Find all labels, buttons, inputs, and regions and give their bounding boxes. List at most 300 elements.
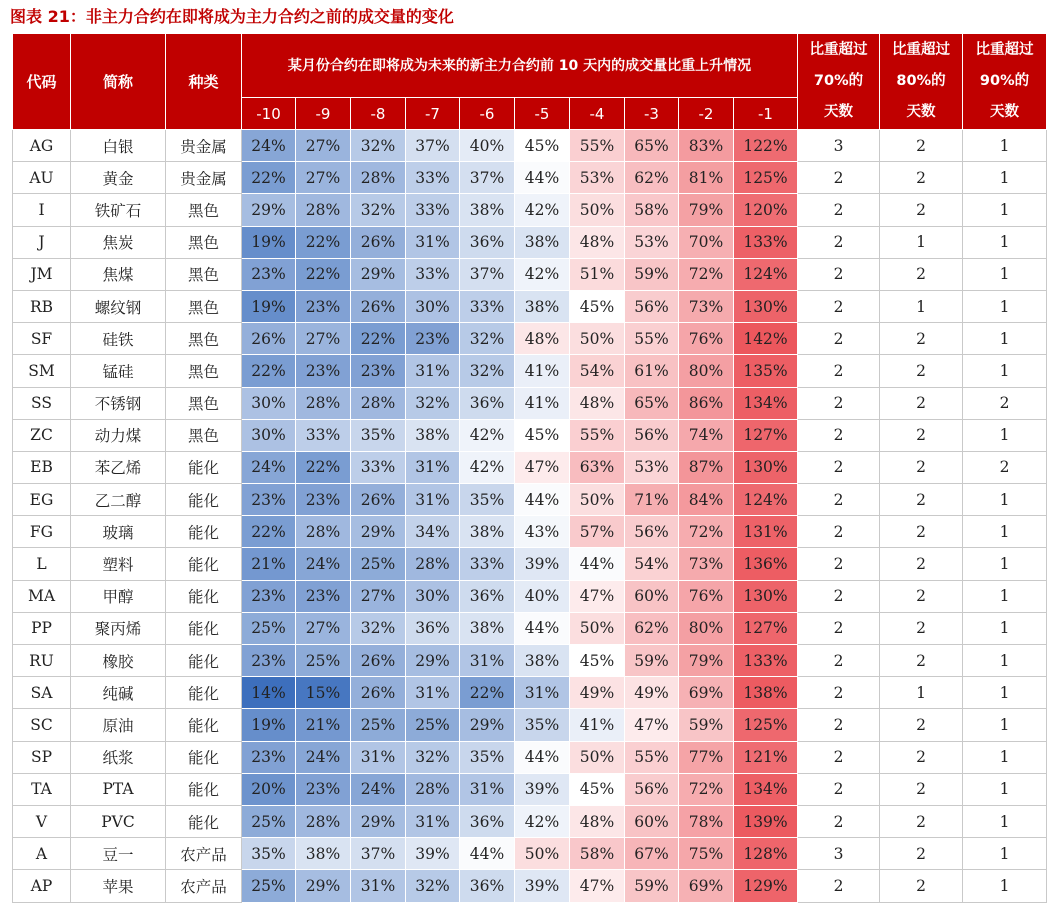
- cell-ratio: 26%: [351, 484, 406, 516]
- cell-category: 能化: [166, 741, 242, 773]
- cell-ratio: 23%: [242, 645, 296, 677]
- cell-ratio: 32%: [351, 194, 406, 226]
- cell-ratio: 62%: [625, 612, 679, 644]
- cell-ratio: 54%: [570, 355, 625, 387]
- cell-ratio: 33%: [351, 451, 406, 483]
- cell-ratio: 28%: [351, 162, 406, 194]
- cell-ratio: 23%: [242, 258, 296, 290]
- cell-ratio: 34%: [406, 516, 460, 548]
- cell-ratio: 27%: [296, 612, 351, 644]
- cell-over90: 1: [963, 419, 1047, 451]
- cell-ratio: 56%: [625, 516, 679, 548]
- table-row: [13, 130, 1047, 162]
- header-category: 种类: [166, 34, 242, 130]
- cell-ratio: 71%: [625, 484, 679, 516]
- header-over90: 比重超过 90%的天数: [963, 34, 1047, 130]
- cell-ratio: 128%: [734, 838, 798, 870]
- header-day: -8: [351, 98, 406, 130]
- cell-ratio: 75%: [679, 838, 734, 870]
- cell-over80: 2: [880, 387, 963, 419]
- cell-ratio: 30%: [406, 290, 460, 322]
- cell-category: 能化: [166, 612, 242, 644]
- cell-over70: 2: [798, 870, 880, 902]
- cell-ratio: 44%: [515, 484, 570, 516]
- cell-over70: 2: [798, 773, 880, 805]
- cell-ratio: 23%: [296, 355, 351, 387]
- cell-over80: 2: [880, 194, 963, 226]
- cell-ratio: 38%: [460, 612, 515, 644]
- cell-code: AG: [13, 130, 71, 162]
- header-day: -1: [734, 98, 798, 130]
- cell-category: 黑色: [166, 258, 242, 290]
- cell-ratio: 27%: [296, 130, 351, 162]
- cell-ratio: 55%: [625, 323, 679, 355]
- cell-code: JM: [13, 258, 71, 290]
- cell-ratio: 20%: [242, 773, 296, 805]
- cell-code: V: [13, 805, 71, 837]
- cell-ratio: 32%: [406, 387, 460, 419]
- header-day: -2: [679, 98, 734, 130]
- cell-ratio: 31%: [351, 870, 406, 902]
- cell-ratio: 133%: [734, 645, 798, 677]
- cell-ratio: 42%: [460, 451, 515, 483]
- cell-ratio: 50%: [570, 323, 625, 355]
- cell-code: SF: [13, 323, 71, 355]
- cell-ratio: 44%: [460, 838, 515, 870]
- cell-over80: 2: [880, 419, 963, 451]
- volume-ratio-table: [12, 33, 1047, 903]
- cell-ratio: 36%: [460, 387, 515, 419]
- cell-ratio: 50%: [570, 612, 625, 644]
- cell-ratio: 51%: [570, 258, 625, 290]
- cell-ratio: 44%: [515, 162, 570, 194]
- cell-ratio: 22%: [296, 258, 351, 290]
- cell-ratio: 35%: [515, 709, 570, 741]
- cell-category: 能化: [166, 677, 242, 709]
- cell-name: 苹果: [71, 870, 166, 902]
- cell-ratio: 28%: [406, 773, 460, 805]
- cell-ratio: 86%: [679, 387, 734, 419]
- cell-ratio: 134%: [734, 387, 798, 419]
- cell-over70: 2: [798, 451, 880, 483]
- cell-code: SM: [13, 355, 71, 387]
- cell-ratio: 44%: [515, 612, 570, 644]
- cell-over80: 2: [880, 484, 963, 516]
- cell-name: 塑料: [71, 548, 166, 580]
- header-day: -9: [296, 98, 351, 130]
- cell-over90: 1: [963, 741, 1047, 773]
- cell-over80: 2: [880, 162, 963, 194]
- cell-over90: 1: [963, 548, 1047, 580]
- cell-ratio: 36%: [460, 805, 515, 837]
- cell-over70: 2: [798, 162, 880, 194]
- cell-ratio: 23%: [296, 580, 351, 612]
- header-code: 代码: [13, 34, 71, 130]
- table-row: [13, 258, 1047, 290]
- cell-ratio: 31%: [406, 484, 460, 516]
- cell-over90: 1: [963, 838, 1047, 870]
- cell-ratio: 59%: [679, 709, 734, 741]
- cell-ratio: 45%: [570, 773, 625, 805]
- cell-ratio: 22%: [242, 355, 296, 387]
- cell-over80: 1: [880, 226, 963, 258]
- cell-over80: 2: [880, 580, 963, 612]
- table-body: [13, 130, 1047, 903]
- cell-ratio: 26%: [351, 226, 406, 258]
- cell-ratio: 53%: [625, 451, 679, 483]
- cell-over70: 3: [798, 838, 880, 870]
- cell-ratio: 26%: [351, 290, 406, 322]
- cell-ratio: 73%: [679, 290, 734, 322]
- cell-ratio: 130%: [734, 451, 798, 483]
- cell-ratio: 36%: [460, 226, 515, 258]
- cell-ratio: 31%: [406, 805, 460, 837]
- cell-ratio: 23%: [242, 741, 296, 773]
- cell-ratio: 65%: [625, 130, 679, 162]
- cell-ratio: 56%: [625, 290, 679, 322]
- cell-category: 黑色: [166, 226, 242, 258]
- cell-ratio: 27%: [296, 323, 351, 355]
- header-name: 简称: [71, 34, 166, 130]
- cell-over90: 1: [963, 162, 1047, 194]
- cell-ratio: 22%: [242, 162, 296, 194]
- cell-category: 能化: [166, 484, 242, 516]
- cell-ratio: 33%: [460, 290, 515, 322]
- cell-over90: 1: [963, 612, 1047, 644]
- cell-ratio: 22%: [460, 677, 515, 709]
- cell-ratio: 32%: [351, 612, 406, 644]
- cell-code: MA: [13, 580, 71, 612]
- table-row: [13, 226, 1047, 258]
- cell-ratio: 25%: [242, 805, 296, 837]
- cell-ratio: 73%: [679, 548, 734, 580]
- cell-ratio: 61%: [625, 355, 679, 387]
- cell-ratio: 28%: [296, 387, 351, 419]
- cell-ratio: 59%: [625, 258, 679, 290]
- cell-ratio: 38%: [460, 194, 515, 226]
- cell-ratio: 45%: [570, 645, 625, 677]
- cell-over70: 3: [798, 130, 880, 162]
- cell-ratio: 22%: [242, 516, 296, 548]
- cell-ratio: 47%: [625, 709, 679, 741]
- header-over80: 比重超过 80%的天数: [880, 34, 963, 130]
- cell-over70: 2: [798, 258, 880, 290]
- cell-ratio: 133%: [734, 226, 798, 258]
- cell-ratio: 23%: [296, 773, 351, 805]
- cell-ratio: 23%: [242, 484, 296, 516]
- cell-ratio: 67%: [625, 838, 679, 870]
- cell-name: 橡胶: [71, 645, 166, 677]
- cell-ratio: 131%: [734, 516, 798, 548]
- header-over70: 比重超过 70%的天数: [798, 34, 880, 130]
- cell-name: PVC: [71, 805, 166, 837]
- cell-ratio: 23%: [242, 580, 296, 612]
- cell-code: SS: [13, 387, 71, 419]
- cell-ratio: 22%: [296, 226, 351, 258]
- cell-over80: 2: [880, 709, 963, 741]
- cell-over80: 2: [880, 612, 963, 644]
- cell-ratio: 31%: [515, 677, 570, 709]
- cell-ratio: 42%: [515, 194, 570, 226]
- cell-over90: 1: [963, 870, 1047, 902]
- cell-over70: 2: [798, 548, 880, 580]
- cell-over80: 1: [880, 290, 963, 322]
- cell-ratio: 38%: [515, 226, 570, 258]
- cell-name: 动力煤: [71, 419, 166, 451]
- cell-ratio: 28%: [351, 387, 406, 419]
- cell-over70: 2: [798, 355, 880, 387]
- cell-ratio: 40%: [460, 130, 515, 162]
- cell-ratio: 53%: [625, 226, 679, 258]
- cell-category: 能化: [166, 773, 242, 805]
- cell-ratio: 41%: [515, 355, 570, 387]
- cell-ratio: 39%: [406, 838, 460, 870]
- cell-name: 锰硅: [71, 355, 166, 387]
- cell-over80: 2: [880, 516, 963, 548]
- cell-ratio: 23%: [296, 484, 351, 516]
- cell-ratio: 27%: [351, 580, 406, 612]
- cell-ratio: 30%: [242, 419, 296, 451]
- cell-ratio: 142%: [734, 323, 798, 355]
- cell-over70: 2: [798, 677, 880, 709]
- cell-ratio: 55%: [570, 130, 625, 162]
- cell-ratio: 32%: [406, 870, 460, 902]
- cell-over90: 1: [963, 709, 1047, 741]
- cell-ratio: 21%: [296, 709, 351, 741]
- header-day: -10: [242, 98, 296, 130]
- cell-ratio: 55%: [570, 419, 625, 451]
- cell-ratio: 19%: [242, 226, 296, 258]
- cell-ratio: 42%: [515, 258, 570, 290]
- cell-code: EG: [13, 484, 71, 516]
- cell-ratio: 60%: [625, 580, 679, 612]
- cell-category: 能化: [166, 516, 242, 548]
- cell-ratio: 24%: [296, 741, 351, 773]
- cell-ratio: 48%: [570, 805, 625, 837]
- cell-over80: 2: [880, 838, 963, 870]
- cell-ratio: 36%: [460, 580, 515, 612]
- cell-ratio: 33%: [406, 258, 460, 290]
- cell-ratio: 37%: [460, 162, 515, 194]
- cell-ratio: 80%: [679, 612, 734, 644]
- cell-category: 贵金属: [166, 162, 242, 194]
- table-row: [13, 773, 1047, 805]
- cell-ratio: 38%: [515, 290, 570, 322]
- cell-code: TA: [13, 773, 71, 805]
- header-day: -3: [625, 98, 679, 130]
- cell-over70: 2: [798, 484, 880, 516]
- cell-over70: 2: [798, 612, 880, 644]
- cell-over90: 1: [963, 580, 1047, 612]
- cell-category: 贵金属: [166, 130, 242, 162]
- cell-ratio: 45%: [515, 419, 570, 451]
- cell-ratio: 45%: [515, 130, 570, 162]
- cell-over90: 1: [963, 484, 1047, 516]
- cell-code: AP: [13, 870, 71, 902]
- cell-ratio: 36%: [460, 870, 515, 902]
- cell-ratio: 21%: [242, 548, 296, 580]
- header-day: -7: [406, 98, 460, 130]
- table-row: [13, 677, 1047, 709]
- table-row: [13, 419, 1047, 451]
- cell-ratio: 72%: [679, 258, 734, 290]
- table-row: [13, 516, 1047, 548]
- cell-ratio: 134%: [734, 773, 798, 805]
- table-row: [13, 612, 1047, 644]
- cell-ratio: 26%: [351, 677, 406, 709]
- cell-ratio: 58%: [625, 194, 679, 226]
- cell-ratio: 33%: [460, 548, 515, 580]
- cell-over80: 2: [880, 355, 963, 387]
- cell-category: 能化: [166, 645, 242, 677]
- cell-ratio: 23%: [406, 323, 460, 355]
- cell-over90: 1: [963, 645, 1047, 677]
- cell-ratio: 58%: [570, 838, 625, 870]
- cell-ratio: 32%: [460, 323, 515, 355]
- cell-category: 黑色: [166, 323, 242, 355]
- cell-code: J: [13, 226, 71, 258]
- cell-ratio: 29%: [460, 709, 515, 741]
- table-row: [13, 387, 1047, 419]
- cell-ratio: 23%: [351, 355, 406, 387]
- cell-ratio: 130%: [734, 290, 798, 322]
- cell-ratio: 124%: [734, 258, 798, 290]
- cell-ratio: 135%: [734, 355, 798, 387]
- cell-ratio: 39%: [515, 870, 570, 902]
- cell-ratio: 76%: [679, 323, 734, 355]
- cell-ratio: 15%: [296, 677, 351, 709]
- cell-over70: 2: [798, 419, 880, 451]
- cell-over70: 2: [798, 805, 880, 837]
- cell-ratio: 38%: [296, 838, 351, 870]
- cell-ratio: 30%: [406, 580, 460, 612]
- cell-ratio: 45%: [570, 290, 625, 322]
- table-row: [13, 805, 1047, 837]
- cell-over90: 1: [963, 805, 1047, 837]
- header-ratio-group: 某月份合约在即将成为未来的新主力合约前 10 天内的成交量比重上升情况: [242, 34, 798, 98]
- table-row: [13, 290, 1047, 322]
- cell-ratio: 136%: [734, 548, 798, 580]
- cell-ratio: 44%: [570, 548, 625, 580]
- cell-ratio: 47%: [570, 870, 625, 902]
- cell-over90: 1: [963, 677, 1047, 709]
- cell-ratio: 26%: [351, 645, 406, 677]
- cell-ratio: 26%: [242, 323, 296, 355]
- table-row: [13, 451, 1047, 483]
- cell-name: 苯乙烯: [71, 451, 166, 483]
- cell-over90: 1: [963, 130, 1047, 162]
- cell-ratio: 80%: [679, 355, 734, 387]
- cell-ratio: 56%: [625, 773, 679, 805]
- cell-ratio: 127%: [734, 612, 798, 644]
- cell-ratio: 30%: [242, 387, 296, 419]
- cell-ratio: 33%: [296, 419, 351, 451]
- cell-ratio: 28%: [296, 194, 351, 226]
- cell-ratio: 59%: [625, 870, 679, 902]
- cell-ratio: 25%: [242, 870, 296, 902]
- cell-ratio: 27%: [296, 162, 351, 194]
- header-day: -4: [570, 98, 625, 130]
- cell-over80: 2: [880, 258, 963, 290]
- cell-over90: 1: [963, 355, 1047, 387]
- table-row: [13, 645, 1047, 677]
- cell-code: FG: [13, 516, 71, 548]
- cell-ratio: 79%: [679, 194, 734, 226]
- cell-category: 能化: [166, 709, 242, 741]
- cell-over80: 2: [880, 870, 963, 902]
- cell-ratio: 84%: [679, 484, 734, 516]
- cell-ratio: 32%: [406, 741, 460, 773]
- cell-ratio: 65%: [625, 387, 679, 419]
- cell-over70: 2: [798, 709, 880, 741]
- cell-ratio: 42%: [515, 805, 570, 837]
- cell-ratio: 127%: [734, 419, 798, 451]
- cell-ratio: 25%: [296, 645, 351, 677]
- cell-ratio: 129%: [734, 870, 798, 902]
- cell-over90: 1: [963, 258, 1047, 290]
- cell-code: L: [13, 548, 71, 580]
- table-row: [13, 484, 1047, 516]
- cell-ratio: 79%: [679, 645, 734, 677]
- cell-ratio: 44%: [515, 741, 570, 773]
- cell-ratio: 70%: [679, 226, 734, 258]
- cell-ratio: 48%: [570, 387, 625, 419]
- cell-ratio: 38%: [515, 645, 570, 677]
- cell-code: EB: [13, 451, 71, 483]
- cell-category: 农产品: [166, 870, 242, 902]
- cell-ratio: 47%: [570, 580, 625, 612]
- cell-ratio: 50%: [515, 838, 570, 870]
- cell-ratio: 25%: [406, 709, 460, 741]
- cell-ratio: 14%: [242, 677, 296, 709]
- cell-ratio: 76%: [679, 580, 734, 612]
- table-row: [13, 580, 1047, 612]
- cell-over90: 1: [963, 773, 1047, 805]
- cell-ratio: 69%: [679, 870, 734, 902]
- cell-ratio: 35%: [351, 419, 406, 451]
- cell-code: SP: [13, 741, 71, 773]
- cell-over80: 1: [880, 677, 963, 709]
- cell-category: 黑色: [166, 387, 242, 419]
- table-row: [13, 323, 1047, 355]
- cell-ratio: 125%: [734, 162, 798, 194]
- cell-ratio: 39%: [515, 548, 570, 580]
- cell-ratio: 50%: [570, 484, 625, 516]
- cell-name: 豆一: [71, 838, 166, 870]
- header-day: -6: [460, 98, 515, 130]
- cell-ratio: 35%: [460, 484, 515, 516]
- cell-name: 铁矿石: [71, 194, 166, 226]
- cell-ratio: 37%: [460, 258, 515, 290]
- table-row: [13, 870, 1047, 902]
- cell-ratio: 38%: [406, 419, 460, 451]
- cell-ratio: 29%: [242, 194, 296, 226]
- cell-ratio: 48%: [515, 323, 570, 355]
- cell-over70: 2: [798, 645, 880, 677]
- cell-over90: 2: [963, 387, 1047, 419]
- cell-over90: 1: [963, 226, 1047, 258]
- cell-ratio: 37%: [351, 838, 406, 870]
- cell-ratio: 48%: [570, 226, 625, 258]
- cell-over80: 2: [880, 548, 963, 580]
- cell-ratio: 78%: [679, 805, 734, 837]
- cell-name: 白银: [71, 130, 166, 162]
- cell-ratio: 50%: [570, 741, 625, 773]
- cell-name: 纯碱: [71, 677, 166, 709]
- cell-ratio: 25%: [242, 612, 296, 644]
- cell-ratio: 53%: [570, 162, 625, 194]
- cell-over70: 2: [798, 580, 880, 612]
